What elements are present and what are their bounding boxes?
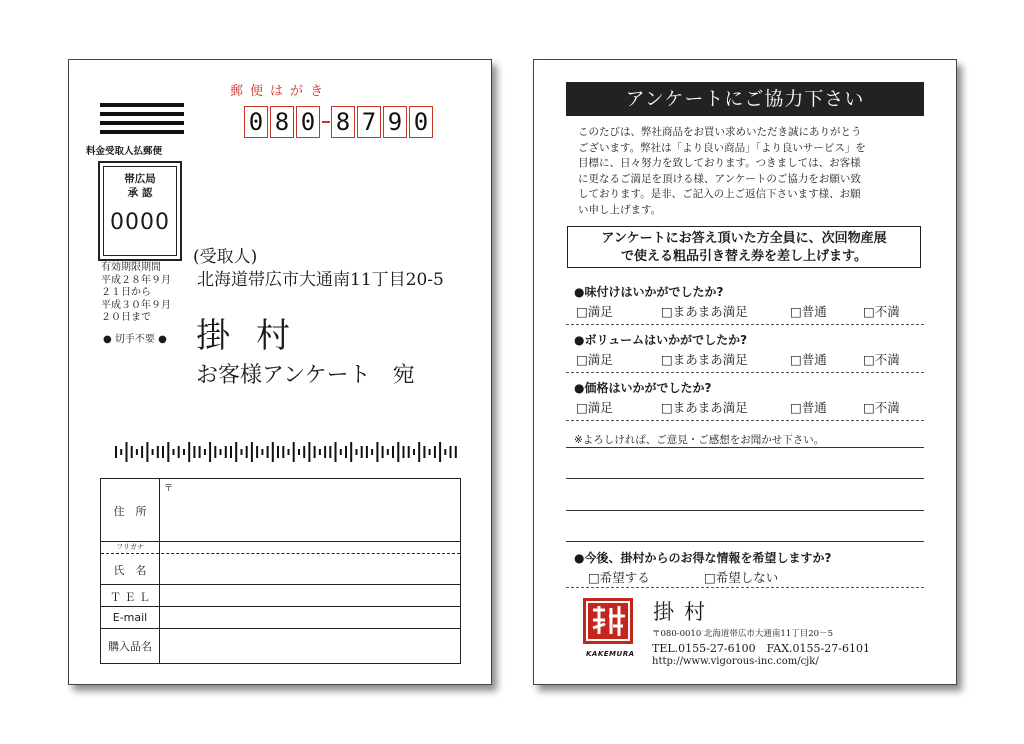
validity-line: 平成２８年９月 bbox=[101, 274, 171, 286]
option-checkbox[interactable]: □普通 bbox=[790, 304, 827, 319]
barcode-bar bbox=[429, 449, 431, 455]
comment-line[interactable] bbox=[566, 541, 924, 542]
barcode-bar bbox=[335, 442, 337, 462]
zip-digit: 7 bbox=[357, 106, 381, 138]
barcode-bar bbox=[141, 446, 143, 458]
divider bbox=[566, 372, 924, 373]
email-label: E-mail bbox=[112, 611, 148, 624]
barcode-bar bbox=[241, 449, 243, 455]
divider bbox=[566, 324, 924, 325]
comment-line[interactable] bbox=[566, 510, 924, 511]
barcode-bar bbox=[319, 449, 321, 455]
barcode-bar bbox=[131, 446, 133, 458]
barcode-bar bbox=[272, 442, 274, 462]
offer-line: で使える粗品引き替え券を差し上げます。 bbox=[621, 249, 867, 264]
barcode-bar bbox=[418, 442, 420, 462]
sender-form bbox=[100, 478, 461, 664]
product-label: 購入品名 bbox=[108, 640, 152, 653]
barcode-bar bbox=[126, 442, 128, 462]
option-checkbox[interactable]: □不満 bbox=[863, 352, 900, 367]
barcode-bar bbox=[115, 446, 117, 458]
intro-line: い申し上げます。 bbox=[578, 203, 662, 216]
business-reply-label: 料金受取人払郵便 bbox=[86, 146, 163, 157]
divider bbox=[566, 420, 924, 421]
barcode-bar bbox=[204, 449, 206, 455]
zip-digit: 8 bbox=[270, 106, 294, 138]
barcode-bar bbox=[261, 449, 263, 455]
barcode-bar bbox=[392, 446, 394, 458]
barcode-bar bbox=[329, 446, 331, 458]
barcode-bar bbox=[136, 449, 138, 455]
barcode-bar bbox=[183, 449, 185, 455]
survey-title: アンケートにご協力下さい bbox=[566, 82, 924, 116]
barcode-bar bbox=[209, 442, 211, 462]
barcode-bar bbox=[230, 446, 232, 458]
option-checkbox[interactable]: □普通 bbox=[790, 352, 827, 367]
address-label: 住 所 bbox=[113, 505, 147, 518]
furigana-row[interactable] bbox=[101, 541, 460, 554]
validity-period bbox=[101, 262, 171, 325]
barcode-bar bbox=[246, 446, 248, 458]
barcode-bar bbox=[434, 446, 436, 458]
barcode-bar bbox=[199, 446, 201, 458]
barcode-bar bbox=[455, 446, 457, 458]
barcode-bar bbox=[188, 442, 190, 462]
option-checkbox[interactable]: □まあまあ満足 bbox=[661, 304, 748, 319]
option-checkbox[interactable]: □不満 bbox=[863, 400, 900, 415]
option-checkbox[interactable]: □不満 bbox=[863, 304, 900, 319]
barcode-bar bbox=[220, 449, 222, 455]
barcode-bar bbox=[167, 442, 169, 462]
barcode-bar bbox=[214, 446, 216, 458]
company-tel-fax: TEL.0155-27-6100 FAX.0155-27-6101 bbox=[652, 642, 870, 655]
barcode-bar bbox=[350, 442, 352, 462]
zip-separator bbox=[322, 121, 330, 123]
stamp-number: 0000 bbox=[110, 210, 170, 235]
barcode-bar bbox=[256, 446, 258, 458]
barcode-bar bbox=[235, 442, 237, 462]
barcode-bar bbox=[251, 442, 253, 462]
barcode-bar bbox=[345, 446, 347, 458]
approval-stamp bbox=[98, 161, 182, 261]
zip-digit: 8 bbox=[331, 106, 355, 138]
barcode-bar bbox=[408, 446, 410, 458]
comment-line[interactable] bbox=[566, 478, 924, 479]
barcode-bar bbox=[324, 446, 326, 458]
barcode-bar bbox=[366, 446, 368, 458]
no-stamp-needed: ● 切手不要 ● bbox=[103, 334, 167, 345]
recipient-label: (受取人) bbox=[193, 247, 258, 267]
barcode-bar bbox=[298, 449, 300, 455]
barcode-bar bbox=[397, 442, 399, 462]
option-checkbox[interactable]: □希望しない bbox=[704, 570, 779, 585]
postal-bars-icon bbox=[100, 103, 184, 139]
barcode-bar bbox=[387, 449, 389, 455]
barcode-bar bbox=[277, 446, 279, 458]
email-row[interactable] bbox=[101, 607, 460, 629]
barcode-bar bbox=[308, 442, 310, 462]
comment-line[interactable] bbox=[566, 447, 924, 448]
tel-label: Ｔ Ｅ Ｌ bbox=[110, 591, 150, 604]
intro-text bbox=[578, 125, 918, 218]
validity-line: 平成３０年９月 bbox=[101, 299, 171, 311]
zip-digit: 9 bbox=[383, 106, 407, 138]
product-row[interactable] bbox=[101, 629, 460, 662]
barcode-bar bbox=[444, 449, 446, 455]
barcode-bar bbox=[267, 446, 269, 458]
tel-row[interactable] bbox=[101, 585, 460, 607]
intro-line: 目標に、日々努力を致しております。つきましては、お客様 bbox=[578, 157, 861, 169]
barcode-bar bbox=[288, 449, 290, 455]
company-name: 掛村 bbox=[653, 600, 715, 624]
barcode-bar bbox=[303, 446, 305, 458]
barcode-bar bbox=[403, 446, 405, 458]
barcode-bar bbox=[157, 446, 159, 458]
intro-line: このたびは、弊社商品をお買い求めいただき誠にありがとう bbox=[578, 126, 862, 138]
barcode-bar bbox=[382, 446, 384, 458]
validity-line: ２０日まで bbox=[101, 312, 151, 323]
question-price: ●価格はいかがでしたか? bbox=[574, 381, 712, 395]
intro-line: ございます。弊社は「より良い商品」「より良いサービス」を bbox=[578, 141, 866, 154]
barcode-bar bbox=[193, 446, 195, 458]
option-checkbox[interactable]: □普通 bbox=[790, 400, 827, 415]
barcode-bar bbox=[178, 446, 180, 458]
barcode-bar bbox=[361, 446, 363, 458]
offer-box bbox=[567, 226, 921, 268]
option-checkbox[interactable]: □まあまあ満足 bbox=[661, 352, 748, 367]
barcode-bar bbox=[450, 446, 452, 458]
option-checkbox[interactable]: □まあまあ満足 bbox=[661, 400, 748, 415]
barcode-bar bbox=[146, 442, 148, 462]
barcode-bar bbox=[162, 446, 164, 458]
barcode-bar bbox=[376, 442, 378, 462]
zip-digit: 0 bbox=[409, 106, 433, 138]
company-seal-icon bbox=[583, 598, 633, 644]
question-info: ●今後、掛村からのお得な情報を希望しますか? bbox=[574, 551, 832, 565]
intro-line: に更なるご満足を頂ける様、アンケートのご協力をお願い致 bbox=[578, 172, 861, 185]
question-taste: ●味付けはいかがでしたか? bbox=[574, 285, 724, 299]
address-row[interactable] bbox=[101, 479, 460, 542]
validity-line: 有効期限期間 bbox=[101, 262, 161, 273]
furigana-label: フリガナ bbox=[116, 543, 144, 551]
barcode-bar bbox=[439, 442, 441, 462]
barcode-bar bbox=[225, 446, 227, 458]
recipient-name-suffix: お客様アンケート 宛 bbox=[196, 363, 415, 388]
barcode-bar bbox=[423, 446, 425, 458]
name-row[interactable] bbox=[101, 554, 460, 585]
validity-line: ２１日から bbox=[101, 287, 151, 298]
postcard-front bbox=[68, 59, 492, 685]
zip-digit: 0 bbox=[244, 106, 268, 138]
barcode-bar bbox=[356, 449, 358, 455]
recipient-address: 北海道帯広市大通南11丁目20-5 bbox=[197, 270, 444, 290]
barcode-bar bbox=[340, 449, 342, 455]
divider bbox=[566, 587, 924, 588]
option-checkbox[interactable]: □満足 bbox=[576, 304, 613, 319]
question-volume: ●ボリュームはいかがでしたか? bbox=[574, 333, 748, 347]
barcode-bar bbox=[152, 449, 154, 455]
stamp-approval: 承 認 bbox=[127, 187, 153, 199]
barcode-bar bbox=[293, 442, 295, 462]
barcode-bar bbox=[173, 449, 175, 455]
barcode-bar bbox=[314, 446, 316, 458]
questionnaire-card bbox=[533, 59, 957, 685]
zip-digit: 0 bbox=[296, 106, 320, 138]
seal-caption: KAKEMURA bbox=[586, 650, 635, 658]
postal-mark: 〒 bbox=[164, 484, 174, 494]
barcode-bar bbox=[413, 449, 415, 455]
offer-line: アンケートにお答え頂いた方全員に、次回物産展 bbox=[601, 231, 887, 246]
barcode-bar bbox=[371, 449, 373, 455]
option-checkbox[interactable]: □満足 bbox=[576, 352, 613, 367]
company-url[interactable]: http://www.vigorous-inc.com/cjk/ bbox=[652, 656, 819, 667]
barcode-bar bbox=[120, 449, 122, 455]
company-address: 〒080-0010 北海道帯広市大通南11丁目20－5 bbox=[652, 629, 833, 639]
stamp-office: 帯広局 bbox=[124, 173, 156, 185]
recipient-name: 掛村 bbox=[196, 316, 316, 356]
postal-card-label: 郵便はがき bbox=[230, 84, 331, 99]
postal-barcode-icon bbox=[115, 442, 460, 462]
option-checkbox[interactable]: □満足 bbox=[576, 400, 613, 415]
comment-prompt: ※よろしければ、ご意見・ご感想をお聞かせ下さい。 bbox=[574, 434, 825, 446]
intro-line: しております。是非、ご記入の上ご返信下さいます様、お願 bbox=[578, 188, 861, 200]
option-checkbox[interactable]: □希望する bbox=[588, 570, 650, 585]
name-label: 氏 名 bbox=[113, 564, 147, 577]
barcode-bar bbox=[282, 446, 284, 458]
zip-code bbox=[244, 106, 435, 138]
